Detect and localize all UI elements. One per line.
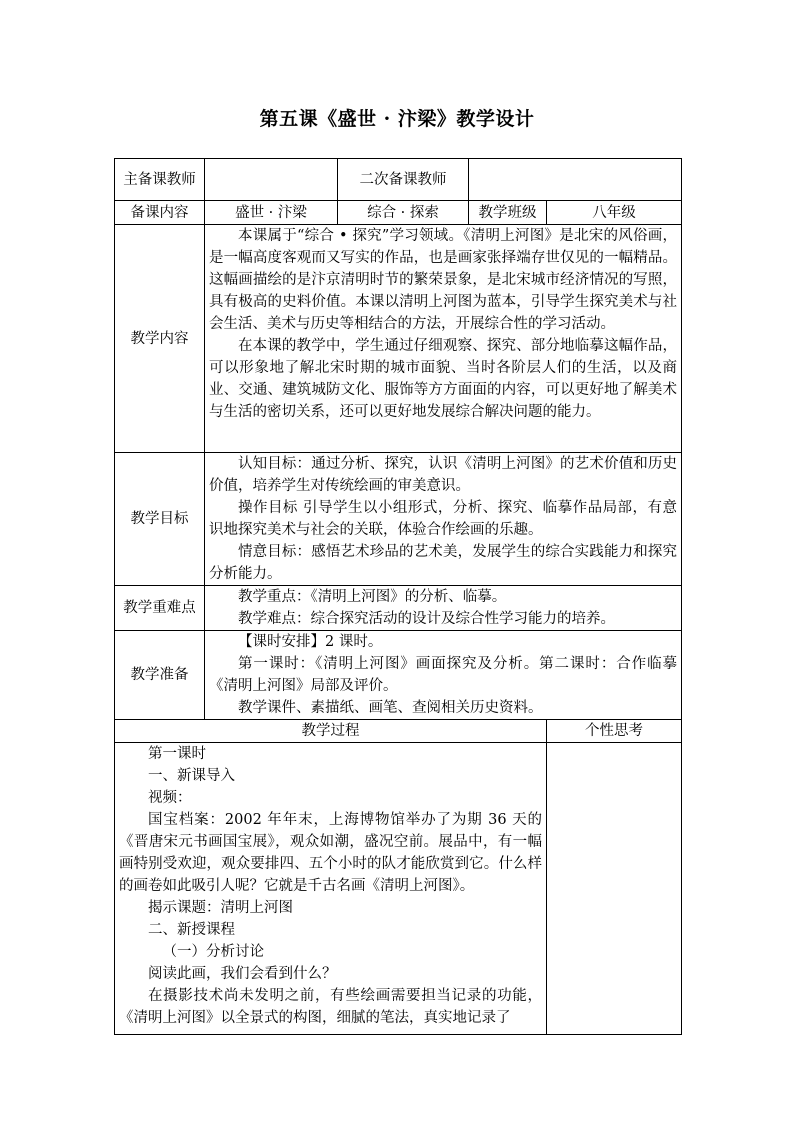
teacher-row <box>115 159 682 201</box>
lesson-name: 盛世 · 汴梁 <box>205 201 338 225</box>
teaching-goals-text <box>205 453 682 586</box>
preparation-text <box>205 631 682 720</box>
content-paragraph: 在本课的教学中，学生通过仔细观察、探究、部分地临摹这幅作品，可以形象地了解北宋时期的城市面貌、当时各阶层人们的生活，以及商业、交通、建筑城防文化、服饰等方方面面的内容，可以更好地了解美术与生活的密切关系，还可以更好地发展综合解决问题的能力。 <box>209 338 677 420</box>
main-teacher-value <box>205 159 338 201</box>
preparation-row <box>115 631 682 720</box>
key-point-paragraph: 教学难点：综合探究活动的设计及综合性学习能力的培养。 <box>238 611 615 627</box>
process-body-row <box>115 743 682 1035</box>
process-line: 阅读此画，我们会看到什么？ <box>148 966 337 982</box>
content-row <box>115 201 682 225</box>
preparation-paragraph: 第一课时：《清明上河图》画面探究及分析。第二课时：合作临摹《清明上河图》局部及评价。 <box>209 656 677 694</box>
personal-thinking-label: 个性思考 <box>547 720 682 743</box>
process-line: 国宝档案：2002 年年末，上海博物馆举办了为期 36 天的《晋唐宋元书画国宝展》，观众如潮，盛况空前。展品中，有一幅画特别受欢迎，观众要排四、五个小时的队才能欣赏到它。什么样的画卷如此吸引人呢？它就是千古名画《清明上河图》。 <box>119 812 542 894</box>
lesson-type: 综合 · 探索 <box>338 201 469 225</box>
process-header-row <box>115 720 682 743</box>
process-line: 一、新课导入 <box>148 768 235 784</box>
main-teacher-label: 主备课教师 <box>115 159 205 201</box>
lesson-plan-table <box>114 158 682 1035</box>
process-line: 视频： <box>148 790 192 806</box>
process-line: （一）分析讨论 <box>162 944 264 960</box>
teaching-content-row <box>115 225 682 453</box>
personal-thinking-cell <box>547 743 682 1035</box>
second-teacher-label: 二次备课教师 <box>338 159 469 201</box>
content-label: 备课内容 <box>115 201 205 225</box>
key-points-label: 教学重难点 <box>115 586 205 631</box>
preparation-paragraph: 教学课件、素描纸、画笔、查阅相关历史资料。 <box>238 700 543 716</box>
process-text <box>115 743 547 1035</box>
grade-value: 八年级 <box>547 201 682 225</box>
goal-paragraph: 操作目标 引导学生以小组形式，分析、探究、临摹作品局部，有意识地探究美术与社会的关联，体验合作绘画的乐趣。 <box>209 500 677 538</box>
goal-paragraph: 情意目标：感悟艺术珍品的艺术美，发展学生的综合实践能力和探究分析能力。 <box>209 544 677 582</box>
content-paragraph: 本课属于“综合 • 探究”学习领域。《清明上河图》是北宋的风俗画，是一幅高度客观而又写实的作品，也是画家张择端存世仅见的一幅精品。这幅画描绘的是汴京清明时节的繁荣景象，是北宋城市经济情况的写照，具有极高的史料价值。本课以清明上河图为蓝本，引导学生探究美术与社会生活、美术与历史等相结合的方法，开展综合性的学习活动。 <box>209 228 677 332</box>
key-points-text <box>205 586 682 631</box>
process-line: 在摄影技术尚未发明之前，有些绘画需要担当记录的功能，《清明上河图》以全景式的构图，细腻的笔法，真实地记录了 <box>119 988 542 1026</box>
goal-paragraph: 认知目标：通过分析、探究，认识《清明上河图》的艺术价值和历史价值，培养学生对传统绘画的审美意识。 <box>209 456 677 494</box>
process-line: 第一课时 <box>148 746 206 762</box>
page-title: 第五课《盛世 · 汴梁》教学设计 <box>259 108 535 130</box>
key-points-row <box>115 586 682 631</box>
process-line: 揭示课题：清明上河图 <box>148 900 293 916</box>
second-teacher-value <box>469 159 682 201</box>
key-point-paragraph: 教学重点：《清明上河图》的分析、临摹。 <box>238 589 507 605</box>
preparation-paragraph: 【课时安排】2 课时。 <box>238 634 383 650</box>
teaching-goals-row <box>115 453 682 586</box>
preparation-label: 教学准备 <box>115 631 205 720</box>
class-label: 教学班级 <box>469 201 547 225</box>
process-line: 二、新授课程 <box>148 922 235 938</box>
teaching-content-text <box>205 225 682 453</box>
process-label: 教学过程 <box>115 720 547 743</box>
teaching-goals-label: 教学目标 <box>115 453 205 586</box>
teaching-content-label: 教学内容 <box>115 225 205 453</box>
